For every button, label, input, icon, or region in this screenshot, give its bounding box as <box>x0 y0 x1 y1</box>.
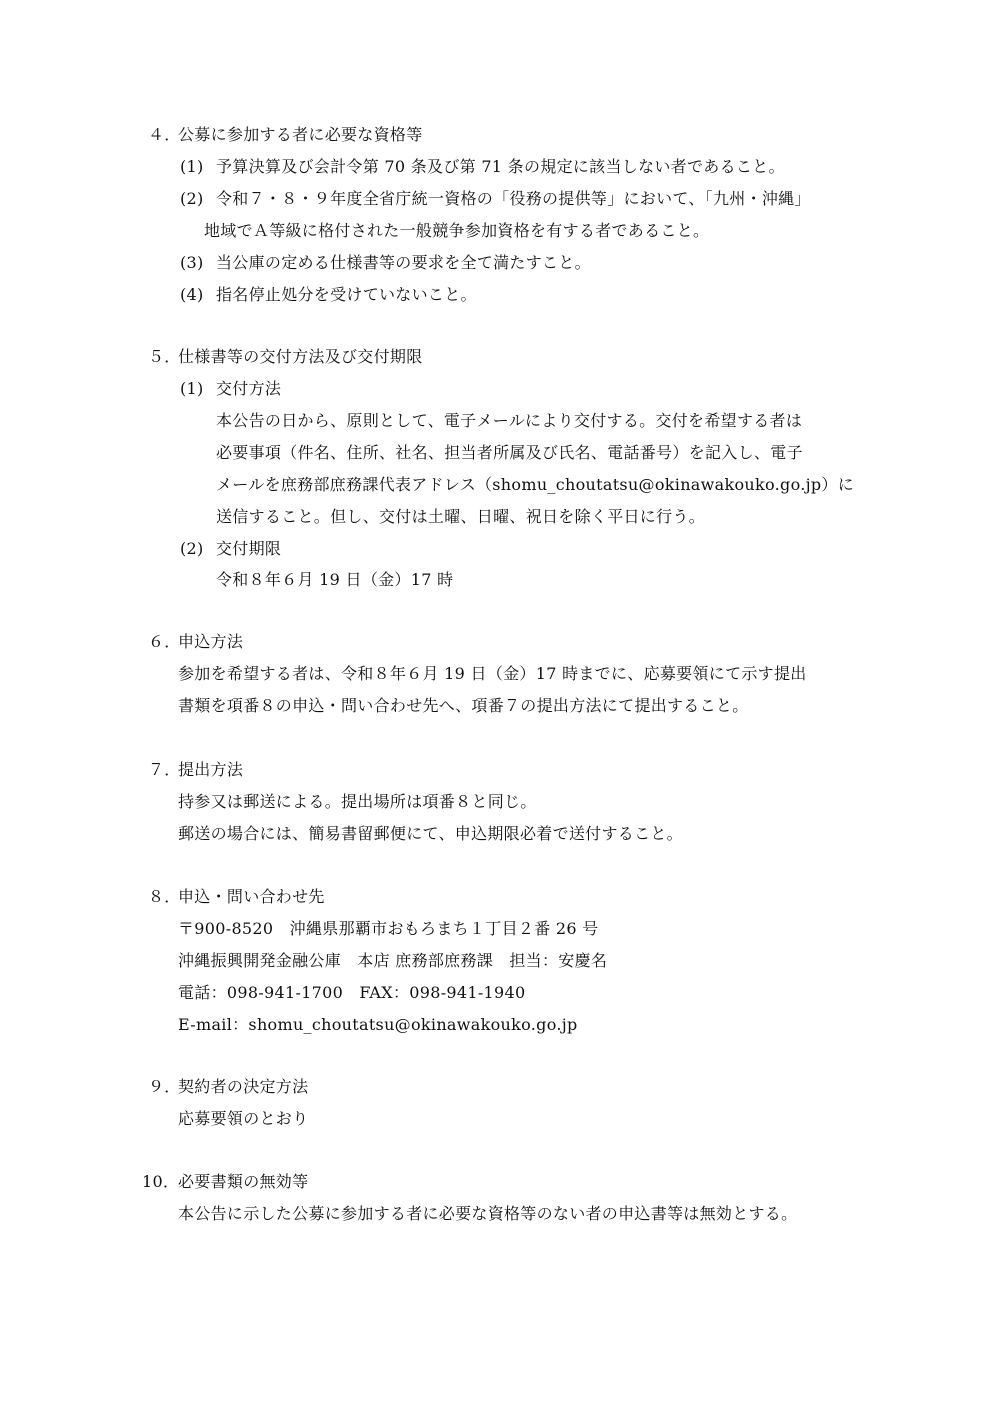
section-4-item-3 <box>180 252 880 274</box>
section-4-item-1 <box>180 156 880 178</box>
section-number: ４． <box>148 125 181 144</box>
contact-department: 沖縄振興開発金融公庫 本店 庶務部庶務課 担当：安慶名 <box>178 951 608 970</box>
section-title: 公募に参加する者に必要な資格等 <box>178 125 423 144</box>
item-number: (2) <box>180 189 204 208</box>
section-title: 契約者の決定方法 <box>178 1077 309 1096</box>
section-5-sub-1-heading <box>180 378 880 400</box>
section-number: ７． <box>148 760 181 779</box>
section-8-heading <box>148 886 868 908</box>
section-5-sub-1-line-2: 必要事項（件名、住所、社名、担当者所属及び氏名、電話番号）を記入し、電子 <box>216 443 803 462</box>
section-9-line-1: 応募要領のとおり <box>178 1109 309 1128</box>
section-4-item-2-continuation: 地域でＡ等級に格付された一般競争参加資格を有する者であること。 <box>204 221 710 240</box>
section-4-heading <box>148 124 868 146</box>
item-number: (4) <box>180 285 204 304</box>
item-title: 交付期限 <box>216 539 282 558</box>
item-text: 当公庫の定める仕様書等の要求を全て満たすこと。 <box>216 253 591 272</box>
section-5-sub-2-line: 令和８年６月 19 日（金）17 時 <box>216 570 454 589</box>
section-5-sub-1-line-1: 本公告の日から、原則として、電子メールにより交付する。交付を希望する者は <box>216 411 803 430</box>
section-title: 申込・問い合わせ先 <box>178 887 325 906</box>
section-10-heading <box>142 1171 862 1193</box>
contact-address: 〒900-8520 沖縄県那覇市おもろまち１丁目２番 26 号 <box>178 919 599 938</box>
section-7-heading <box>148 759 868 781</box>
section-number: 10． <box>142 1172 180 1191</box>
section-6-line-2: 書類を項番８の申込・問い合わせ先へ、項番７の提出方法にて提出すること。 <box>178 696 749 715</box>
section-5-sub-1-line-3: メールを庶務部庶務課代表アドレス（shomu_choutatsu@okinawakouko.go.jp）に <box>216 475 855 494</box>
section-7-line-1: 持参又は郵送による。提出場所は項番８と同じ。 <box>178 792 537 811</box>
section-7-line-2: 郵送の場合には、簡易書留郵便にて、申込期限必着で送付すること。 <box>178 824 683 843</box>
item-number: (3) <box>180 253 204 272</box>
section-6-heading <box>148 631 868 653</box>
section-5-sub-2-heading <box>180 538 880 560</box>
section-number: ８． <box>148 887 181 906</box>
contact-email: E-mail：shomu_choutatsu@okinawakouko.go.jp <box>178 1015 578 1034</box>
contact-phone-fax: 電話：098-941-1700 FAX：098-941-1940 <box>178 983 526 1002</box>
section-4-item-2 <box>180 188 880 210</box>
section-number: ５． <box>148 347 181 366</box>
item-text: 令和７・８・９年度全省庁統一資格の「役務の提供等」において、「九州・沖縄」 <box>216 189 811 208</box>
section-title: 必要書類の無効等 <box>178 1172 309 1191</box>
item-text: 予算決算及び会計令第 70 条及び第 71 条の規定に該当しない者であること。 <box>216 157 785 176</box>
section-5-sub-1-line-4: 送信すること。但し、交付は土曜、日曜、祝日を除く平日に行う。 <box>216 507 706 526</box>
section-4-item-4 <box>180 284 880 306</box>
section-6-line-1: 参加を希望する者は、令和８年６月 19 日（金）17 時までに、応募要領にて示す提出 <box>178 664 807 683</box>
item-title: 交付方法 <box>216 379 282 398</box>
section-number: ６． <box>148 632 181 651</box>
section-10-line-1: 本公告に示した公募に参加する者に必要な資格等のない者の申込書等は無効とする。 <box>178 1204 798 1223</box>
section-title: 申込方法 <box>178 632 244 651</box>
section-title: 提出方法 <box>178 760 244 779</box>
item-number: (2) <box>180 539 204 558</box>
section-5-heading <box>148 346 868 368</box>
item-number: (1) <box>180 379 204 398</box>
section-9-heading <box>148 1076 868 1098</box>
item-text: 指名停止処分を受けていないこと。 <box>216 285 477 304</box>
section-number: ９． <box>148 1077 181 1096</box>
section-title: 仕様書等の交付方法及び交付期限 <box>178 347 423 366</box>
item-number: (1) <box>180 157 204 176</box>
